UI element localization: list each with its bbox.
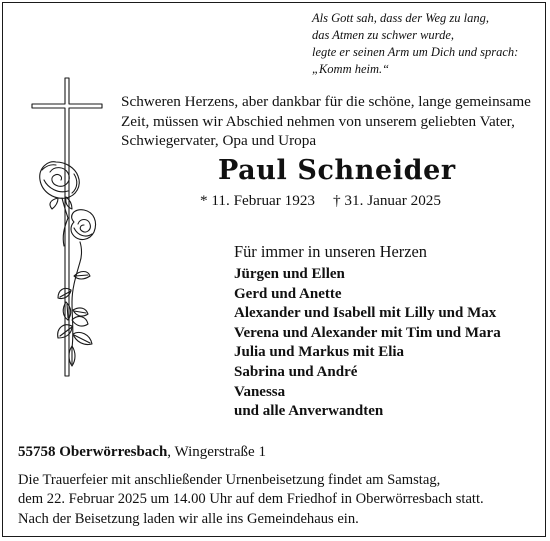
poem-line: „Komm heim.“	[312, 62, 390, 76]
mourner-entry: Alexander und Isabell mit Lilly und Max	[234, 305, 497, 322]
intro-line: Zeit, müssen wir Abschied nehmen von unserem geliebten Vater,	[121, 112, 515, 130]
life-dates	[200, 192, 441, 210]
poem-line: Als Gott sah, dass der Weg zu lang,	[312, 11, 489, 25]
mourner-entry: Sabrina und André	[234, 363, 358, 380]
intro-line: Schweren Herzens, aber dankbar für die schöne, lange gemeinsame	[121, 93, 531, 110]
mourner-entry: und alle Anverwandten	[234, 403, 384, 420]
street: , Wingerstraße 1	[167, 444, 266, 460]
poem-line: das Atmen zu schwer wurde,	[312, 28, 455, 42]
poem-line: legte er seinen Arm um Dich und sprach:	[312, 45, 519, 59]
ceremony-line: dem 22. Februar 2025 um 14.00 Uhr auf dem Friedhof in Oberwörresbach statt.	[18, 490, 484, 507]
mourner-entry: Julia und Markus mit Elia	[234, 344, 405, 361]
mourner-entry: Gerd und Anette	[234, 285, 342, 302]
poem	[312, 10, 544, 78]
mourner-entry: Jürgen und Ellen	[234, 266, 345, 282]
cross-with-roses-icon	[28, 76, 116, 386]
ceremony-info	[18, 471, 543, 508]
intro-text	[121, 92, 546, 151]
mourner-entry: Vanessa	[234, 383, 286, 400]
birth-date: * 11. Februar 1923	[200, 192, 316, 209]
deceased-name: Paul Schneider	[218, 155, 456, 186]
mourner-entry: Verena und Alexander mit Tim und Mara	[234, 324, 501, 341]
address	[18, 444, 266, 461]
motto: Für immer in unseren Herzen	[234, 242, 427, 261]
intro-line: Schwiegervater, Opa und Uropa	[121, 132, 317, 149]
gathering-info: Nach der Beisetzung laden wir alle ins Gemeindehaus ein.	[18, 511, 359, 527]
mourners-list	[234, 265, 501, 422]
ceremony-line: Die Trauerfeier mit anschließender Urnenbeisetzung findet am Samstag,	[18, 472, 441, 488]
postal-place: 55758 Oberwörresbach	[18, 444, 168, 460]
death-date: † 31. Januar 2025	[333, 192, 441, 209]
